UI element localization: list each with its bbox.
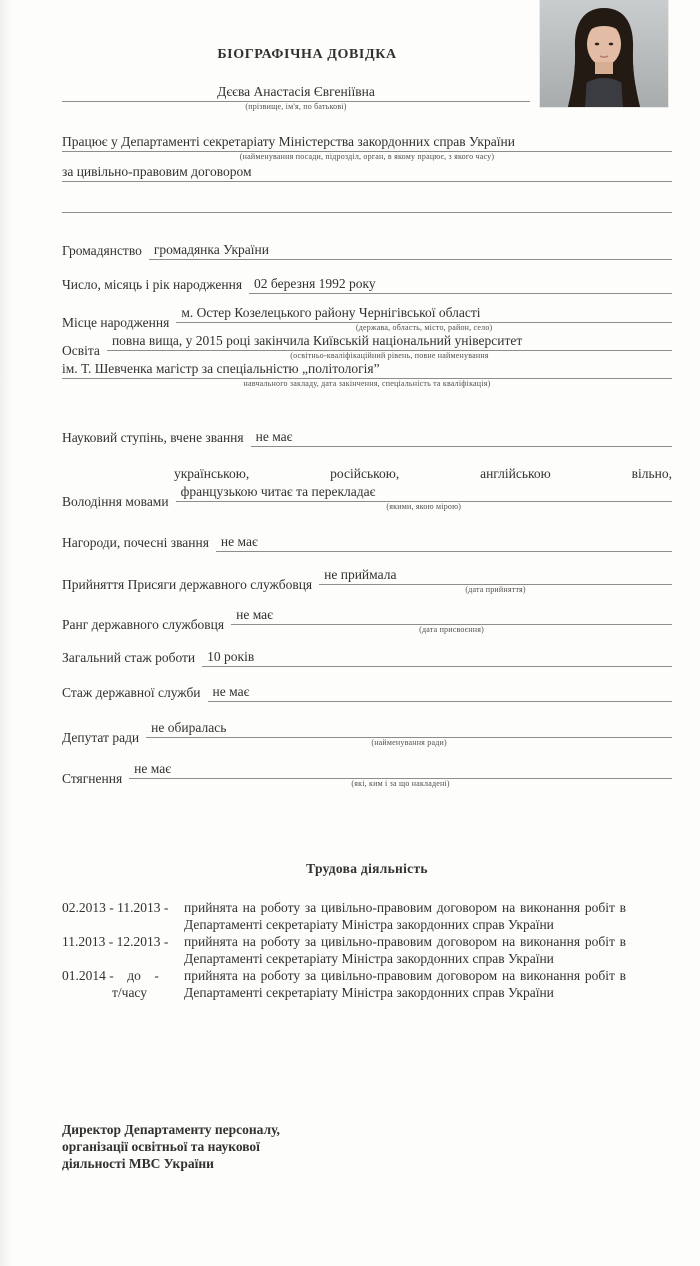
education-caption2: навчального закладу, дата закінчення, спеціальність та кваліфікація): [243, 379, 491, 388]
position-line1: Працює у Департаменті секретаріату Міністерства закордонних справ України: [62, 133, 672, 152]
full-name-caption: (прізвище, ім'я, по батькові): [245, 102, 347, 111]
total-experience-value: 10 років: [202, 648, 672, 667]
entry-period: 01.2014 - до - т/часу: [62, 968, 159, 1000]
languages-overflow-line: українською, російською, англійською вільно,: [174, 466, 672, 481]
rank-label: Ранг державного службовця: [62, 617, 225, 632]
deputy-label: Депутат ради: [62, 730, 140, 745]
citizenship-value: громадянка України: [149, 241, 672, 260]
position-line2: за цивільно-правовим договором: [62, 163, 672, 182]
signature-line-1: Директор Департаменту персоналу,: [62, 1122, 280, 1137]
languages-label: Володіння мовами: [62, 494, 169, 509]
education-label: Освіта: [62, 343, 100, 358]
awards-value: не має: [216, 533, 672, 552]
field-awards: [62, 533, 672, 552]
blank-ruled-line: [62, 212, 672, 213]
signature-line-2: організації освітньої та наукової: [62, 1139, 260, 1154]
citizenship-label: Громадянство: [62, 243, 142, 258]
field-full-name: [62, 83, 530, 111]
oath-label: Прийняття Присяги державного службовця: [62, 577, 313, 592]
penalties-label: Стягнення: [62, 771, 123, 786]
field-total-experience: [62, 648, 672, 667]
work-history-entry: [62, 967, 626, 1001]
field-position: [62, 133, 672, 182]
birth-place-caption: (держава, область, місто, район, село): [355, 323, 493, 332]
field-oath: [62, 566, 672, 594]
languages-caption: (якими, якою мірою): [386, 502, 462, 511]
state-service-label: Стаж державної служби: [62, 685, 201, 700]
work-history-title: Трудова діяльність: [306, 861, 428, 876]
deputy-caption: (найменування ради): [371, 738, 447, 747]
field-penalties: [62, 760, 672, 788]
document-title: БІОГРАФІЧНА ДОВІДКА: [217, 47, 397, 62]
entry-text: прийнята на роботу за цивільно-правовим договором на виконання робіт в Департаменті секретаріату Міністра закордонних справ України: [184, 934, 626, 966]
portrait-photo: [540, 0, 668, 107]
field-state-service: [62, 683, 672, 702]
penalties-value: не має: [129, 760, 672, 779]
languages-value: французькою читає та перекладає: [176, 483, 672, 502]
degree-label: Науковий ступінь, вчене звання: [62, 430, 244, 445]
oath-caption: (дата прийняття): [465, 585, 526, 594]
field-birth-date: [62, 275, 672, 294]
work-history-entry: [62, 933, 626, 967]
entry-period: 11.2013 - 12.2013 -: [62, 934, 169, 949]
state-service-value: не має: [208, 683, 672, 702]
full-name-value: Дєєва Анастасія Євгеніївна: [62, 83, 530, 102]
field-rank: [62, 606, 672, 634]
degree-value: не має: [251, 428, 672, 447]
rank-caption: (дата присвоєння): [419, 625, 484, 634]
field-education: [62, 332, 672, 360]
field-languages: [62, 483, 672, 511]
work-history-entry: [62, 899, 626, 933]
entry-text: прийнята на роботу за цивільно-правовим договором на виконання робіт в Департаменті секретаріату Міністра закордонних справ України: [184, 968, 626, 1000]
entry-period: 02.2013 - 11.2013 -: [62, 900, 169, 915]
education-caption1: (освітньо-кваліфікаційний рівень, повне найменування: [290, 351, 489, 360]
education-line1: повна вища, у 2015 році закінчила Київській національний університет: [107, 332, 672, 351]
portrait-photo-image: [540, 0, 668, 107]
penalties-caption: (які, ким і за що накладені): [351, 779, 450, 788]
rank-value: не має: [231, 606, 672, 625]
field-deputy: [62, 719, 672, 747]
field-birth-place: [62, 304, 672, 332]
birth-place-value: м. Остер Козелецького району Чернігівської області: [176, 304, 672, 323]
field-degree: [62, 428, 672, 447]
oath-value: не приймала: [319, 566, 672, 585]
signature-block: [62, 1121, 672, 1172]
field-education-continued: [62, 360, 672, 388]
work-history-list: [62, 899, 626, 1001]
education-line2: ім. Т. Шевченка магістр за спеціальністю „політологія”: [62, 360, 672, 379]
position-caption: (найменування посади, підрозділ, орган, в якому працює, з якого часу): [239, 152, 495, 161]
field-citizenship: [62, 241, 672, 260]
awards-label: Нагороди, почесні звання: [62, 535, 209, 550]
total-experience-label: Загальний стаж роботи: [62, 650, 196, 665]
entry-text: прийнята на роботу за цивільно-правовим договором на виконання робіт в Департаменті секретаріату Міністра закордонних справ України: [184, 900, 626, 932]
birth-place-label: Місце народження: [62, 315, 170, 330]
signature-line-3: діяльності МВС України: [62, 1156, 214, 1171]
birth-date-label: Число, місяць і рік народження: [62, 277, 243, 292]
deputy-value: не обиралась: [146, 719, 672, 738]
birth-date-value: 02 березня 1992 року: [249, 275, 672, 294]
